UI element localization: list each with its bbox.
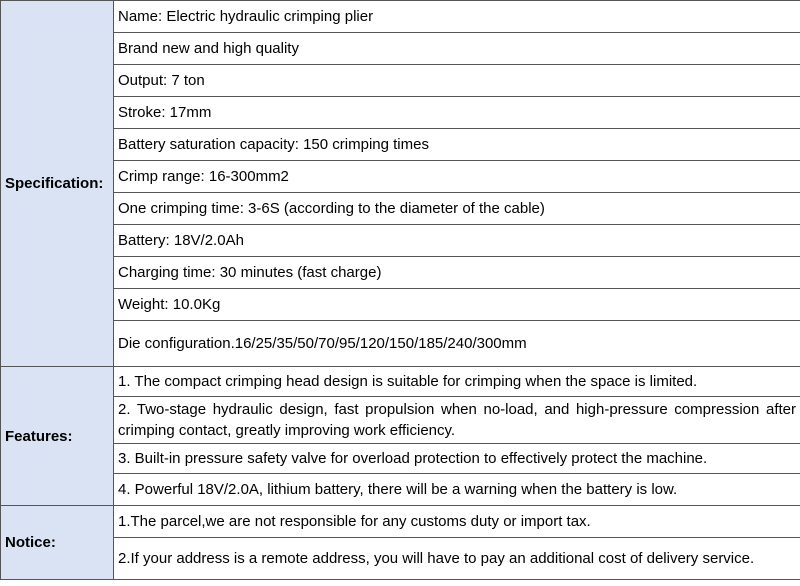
- spec-row-output: Output: 7 ton: [114, 65, 800, 97]
- spec-row-charging-time: Charging time: 30 minutes (fast charge): [114, 257, 800, 289]
- notice-label: Notice:: [1, 506, 114, 580]
- spec-row-battery: Battery: 18V/2.0Ah: [114, 225, 800, 257]
- feature-row-1: 1. The compact crimping head design is suitable for crimping when the space is limited.: [114, 367, 800, 397]
- spec-row-crimp-range: Crimp range: 16-300mm2: [114, 161, 800, 193]
- specification-label: Specification:: [1, 1, 114, 367]
- notice-row-2: 2.If your address is a remote address, you will have to pay an additional cost of delivery service.: [114, 538, 800, 580]
- spec-row-quality: Brand new and high quality: [114, 33, 800, 65]
- spec-row-stroke: Stroke: 17mm: [114, 97, 800, 129]
- feature-row-2: 2. Two-stage hydraulic design, fast propulsion when no-load, and high-pressure compression after crimping contact, greatly improving work efficiency.: [114, 397, 800, 444]
- spec-row-crimping-time: One crimping time: 3-6S (according to the diameter of the cable): [114, 193, 800, 225]
- feature-row-3: 3. Built-in pressure safety valve for overload protection to effectively protect the machine.: [114, 444, 800, 474]
- spec-row-name: Name: Electric hydraulic crimping plier: [114, 1, 800, 33]
- feature-row-4: 4. Powerful 18V/2.0A, lithium battery, there will be a warning when the battery is low.: [114, 474, 800, 506]
- spec-row-weight: Weight: 10.0Kg: [114, 289, 800, 321]
- notice-row-1: 1.The parcel,we are not responsible for any customs duty or import tax.: [114, 506, 800, 538]
- spec-row-battery-capacity: Battery saturation capacity: 150 crimping times: [114, 129, 800, 161]
- spec-row-die-configuration: Die configuration.16/25/35/50/70/95/120/150/185/240/300mm: [114, 321, 800, 367]
- features-label: Features:: [1, 367, 114, 506]
